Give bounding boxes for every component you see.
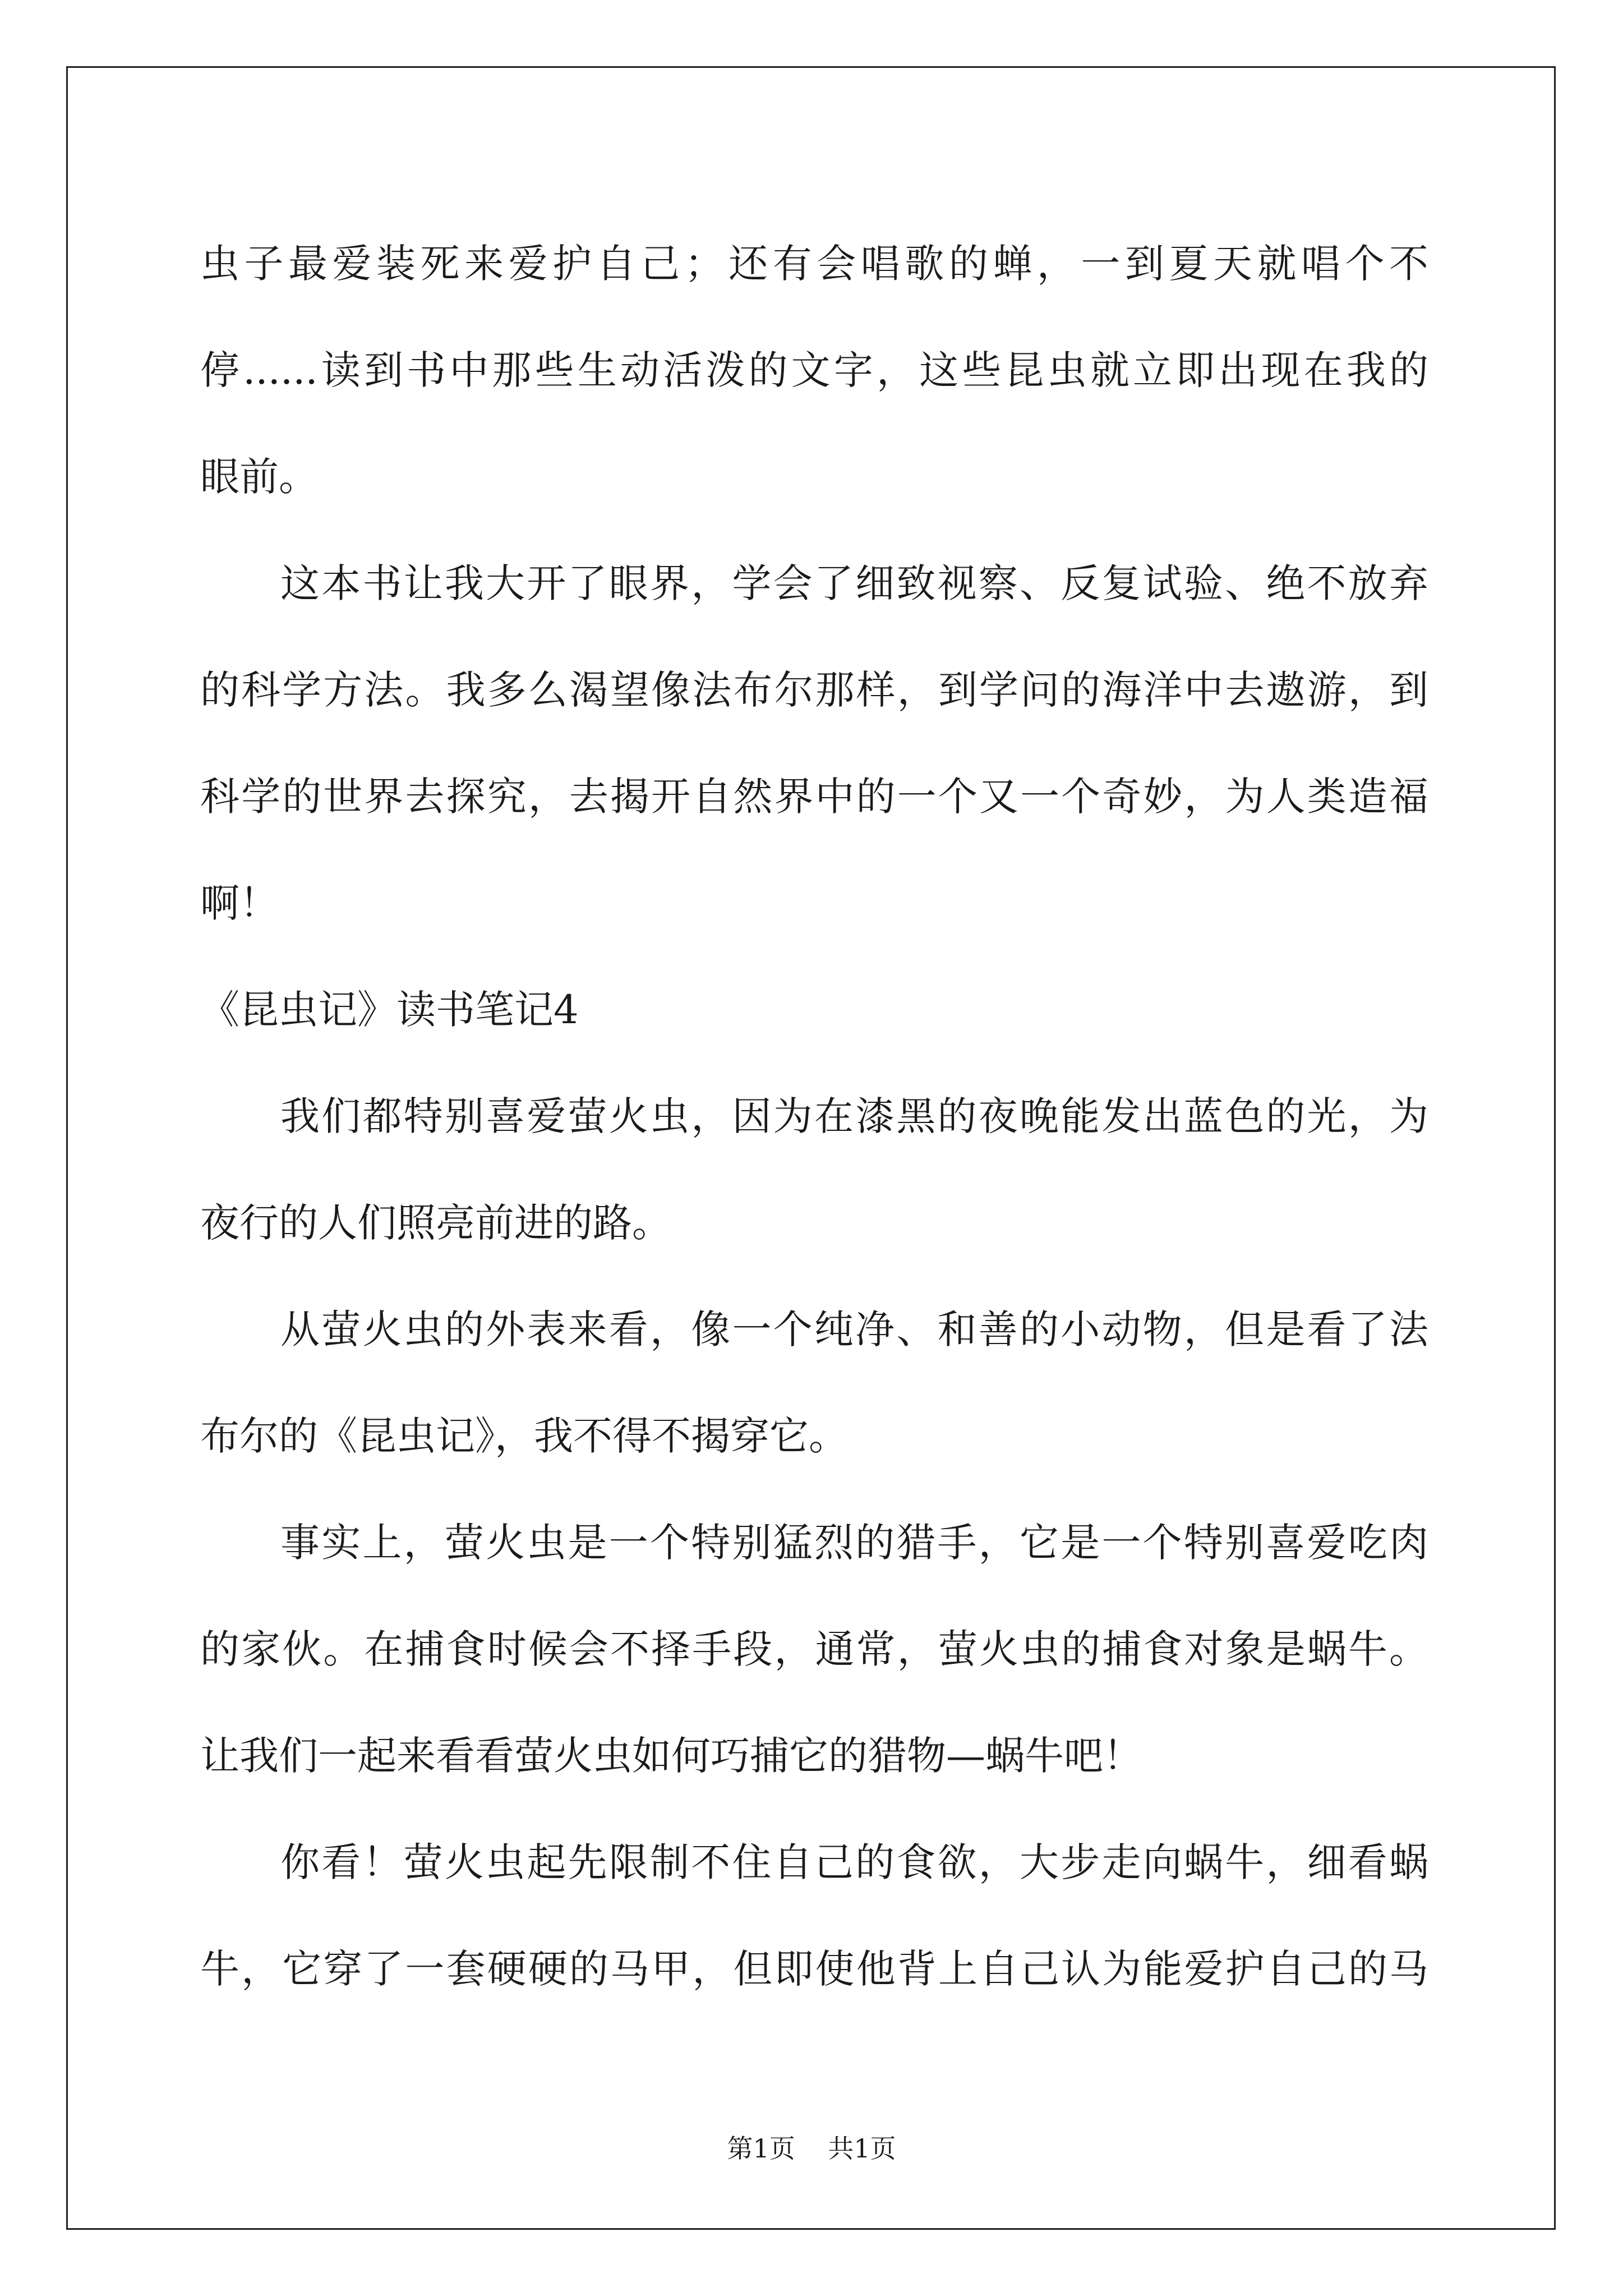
text-line: 牛，它穿了一套硬硬的马甲，但即使他背上自己认为能爱护自己的马 (200, 1946, 1428, 1992)
text-line: 科学的世界去探究，去揭开自然界中的一个又一个奇妙，为人类造福 (200, 774, 1428, 820)
text-line: 的家伙。在捕食时候会不择手段，通常，萤火虫的捕食对象是蜗牛。 (200, 1626, 1428, 1672)
text-line: 啊！ (200, 880, 279, 926)
text-line: 的科学方法。我多么渴望像法布尔那样，到学问的海洋中去遨游，到 (200, 667, 1428, 713)
page-number-footer: 第1页 共1页 (727, 2133, 896, 2164)
text-line: 事实上，萤火虫是一个特别猛烈的猎手，它是一个特别喜爱吃肉 (280, 1520, 1428, 1566)
section-heading: 《昆虫记》读书笔记4 (200, 987, 579, 1033)
document-body (200, 210, 1428, 2022)
text-line: 夜行的人们照亮前进的路。 (200, 1200, 671, 1246)
text-line: 眼前。 (200, 454, 318, 500)
text-line: 你看！萤火虫起先限制不住自己的食欲，大步走向蜗牛，细看蜗 (280, 1839, 1428, 1885)
text-line: 虫子最爱装死来爱护自己；还有会唱歌的蝉，一到夏天就唱个不 (200, 241, 1428, 287)
text-line: 这本书让我大开了眼界，学会了细致视察、反复试验、绝不放弃 (280, 560, 1428, 606)
text-line: 我们都特别喜爱萤火虫，因为在漆黑的夜晚能发出蓝色的光，为 (280, 1093, 1428, 1139)
text-line: 布尔的《昆虫记》，我不得不揭穿它。 (200, 1413, 848, 1459)
text-line: 停......读到书中那些生动活泼的文字，这些昆虫就立即出现在我的 (200, 347, 1428, 393)
text-line: 从萤火虫的外表来看，像一个纯净、和善的小动物，但是看了法 (280, 1306, 1428, 1352)
text-line: 让我们一起来看看萤火虫如何巧捕它的猎物—蜗牛吧！ (200, 1733, 1142, 1779)
